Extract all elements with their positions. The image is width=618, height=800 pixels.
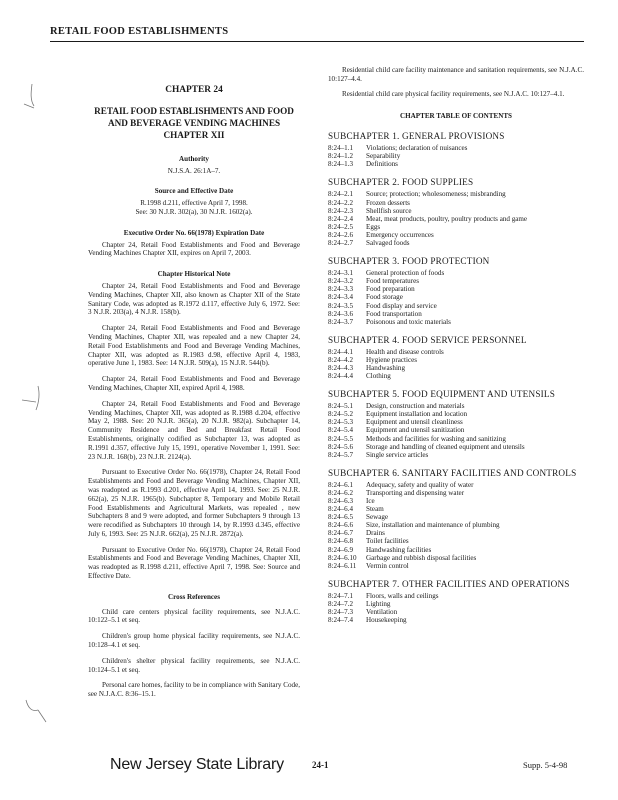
- section-title: Frozen desserts: [366, 198, 410, 207]
- toc-entry: [328, 592, 584, 600]
- toc-entry: [328, 451, 584, 459]
- crossref-paragraph: Children's group home physical facility requirements, see N.J.A.C. 10:128–4.1 et seq.: [88, 632, 300, 650]
- section-title: Emergency occurrences: [366, 230, 434, 239]
- margin-mark: [18, 384, 52, 414]
- section-number: 8:24–3.3: [328, 285, 354, 294]
- subchapter-heading: SUBCHAPTER 3. FOOD PROTECTION: [328, 256, 490, 267]
- section-title: Vermin control: [366, 561, 409, 570]
- section-title: Hygiene practices: [366, 355, 418, 364]
- section-number: 8:24–3.6: [328, 309, 354, 318]
- section-title: Single service articles: [366, 450, 429, 459]
- toc-entry: [328, 269, 584, 277]
- section-number: 8:24–1.2: [328, 152, 354, 161]
- toc-entry: [328, 310, 584, 318]
- chapter-label: CHAPTER 24: [165, 85, 223, 95]
- section-title: Ventilation: [366, 608, 398, 617]
- section-number: 8:24–4.4: [328, 372, 354, 381]
- crossref-paragraph: Personal care homes, facility to be in compliance with Sanitary Code, see N.J.A.C. 8:36–15.1.: [88, 681, 300, 699]
- toc-entry: [328, 529, 584, 537]
- section-number: 8:24–5.3: [328, 418, 354, 427]
- section-title: Garbage and rubbish disposal facilities: [366, 553, 477, 562]
- section-title: Poisonous and toxic materials: [366, 317, 451, 326]
- toc-entry: [328, 497, 584, 505]
- crossref-heading: Cross References: [168, 592, 220, 601]
- section-title: Methods and facilities for washing and sanitizing: [366, 434, 506, 443]
- section-number: 8:24–2.6: [328, 230, 354, 239]
- section-number: 8:24–6.3: [328, 497, 354, 505]
- section-title: Equipment installation and location: [366, 410, 468, 419]
- section-title: Adequacy, safety and quality of water: [366, 480, 474, 489]
- toc-entry: [328, 302, 584, 310]
- toc-entry: [328, 410, 584, 418]
- running-header: RETAIL FOOD ESTABLISHMENTS: [50, 26, 229, 37]
- section-title: Meat, meat products, poultry, poultry products and game: [366, 214, 528, 223]
- section-title: Food preparation: [366, 285, 415, 294]
- toc-entry: [328, 160, 584, 168]
- section-number: 8:24–6.8: [328, 537, 354, 546]
- section-number: 8:24–2.3: [328, 206, 354, 215]
- section-number: 8:24–2.5: [328, 222, 354, 231]
- toc-entry: [328, 239, 584, 247]
- chapter-title: RETAIL FOOD ESTABLISHMENTS AND FOOD AND BEVERAGE VENDING MACHINES CHAPTER XII: [94, 105, 294, 140]
- subchapter-section-list: [328, 348, 584, 380]
- section-number: 8:24–5.4: [328, 426, 354, 435]
- section-number: 8:24–6.1: [328, 480, 354, 489]
- section-title: Storage and handling of cleaned equipment and utensils: [366, 442, 525, 451]
- toc-entry: [328, 318, 584, 326]
- section-title: Food display and service: [366, 301, 437, 310]
- toc-entry: [328, 215, 584, 223]
- history-paragraph: Chapter 24, Retail Food Establishments and Food and Beverage Vending Machines, Chapter XII, was adopted as R.1988 d.204, effective May 2, 1988. See: 20 N.J.R. 365(a), 20 N.J.R. 982(a). Subchapter 14, Community Residence and Bed and Breakfast Retail Food Establishments, originally codified as Subchapter 13, was adopted as R.1991 d.357, effective July 15, 1991, operative November 1, 1991. See: 23 N.J.R. 168(b), 23 N.J.R. 2124(a).: [88, 399, 300, 461]
- supplement-date: Supp. 5-4-98: [523, 760, 568, 770]
- section-title: Food temperatures: [366, 277, 419, 286]
- section-title: Source; protection; wholesomeness; misbranding: [366, 190, 506, 199]
- section-number: 8:24–5.1: [328, 402, 354, 411]
- section-number: 8:24–5.2: [328, 410, 354, 419]
- section-title: Shellfish source: [366, 206, 412, 215]
- section-title: Sewage: [366, 513, 389, 522]
- section-number: 8:24–5.7: [328, 450, 354, 459]
- section-number: 8:24–5.6: [328, 442, 354, 451]
- history-heading: Chapter Historical Note: [157, 270, 231, 279]
- section-number: 8:24–6.9: [328, 545, 354, 554]
- toc-entry: [328, 402, 584, 410]
- section-number: 8:24–6.5: [328, 513, 354, 522]
- history-paragraph: Chapter 24, Retail Food Establishments and Food and Beverage Vending Machines, Chapter XII, was repealed and a new Chapter 24, Retail Food Establishments and Food and Beverage Vending Machines, Chapter XII, was adopted as R.1983 d.98, effective April 4, 1983, operative June 1, 1983. See: 14 N.J.R. 509(a), 15 N.J.R. 544(b).: [88, 324, 300, 368]
- section-title: Transporting and dispensing water: [366, 488, 465, 497]
- section-title: Housekeeping: [366, 616, 407, 625]
- section-number: 8:24–7.4: [328, 616, 354, 625]
- toc-entry: [328, 426, 584, 434]
- history-paragraph: Chapter 24, Retail Food Establishments and Food and Beverage Vending Machines, Chapter XII, expired April 4, 1988.: [88, 375, 300, 392]
- section-title: Separability: [366, 152, 401, 161]
- history-paragraph: Pursuant to Executive Order No. 66(1978), Chapter 24, Retail Food Establishments and Food and Beverage Vending Machines, Chapter XII, was readopted as R.1993 d.201, effective April 14, 1993. See: 25 N.J.R. 662(a), 25 N.J.R. 1965(b). Subchapter 8, Temporary and Mobile Retail Food Establishments and Agricultural Markets, was repealed , new Subchapters 8 and 9 were adopted, and former Subchapters 9 through 13 were recodified as Subchapters 10 through 14, by R.1993 d.345, effective July 6, 1993. See: 25 N.J.R. 662(a), 25 N.J.R. 2872(a).: [88, 468, 300, 538]
- section-number: 8:24–3.5: [328, 301, 354, 310]
- toc-heading: CHAPTER TABLE OF CONTENTS: [399, 112, 512, 121]
- section-title: Food storage: [366, 293, 403, 302]
- toc-entry: [328, 443, 584, 451]
- history-paragraph: Chapter 24, Retail Food Establishments and Food and Beverage Vending Machines, Chapter XII, also known as Chapter XII of the State Sanitary Code, was adopted as R.1972 d.117, effective July 6, 1972. See: 3 N.J.R. 203(a), 4 N.J.R. 158(b).: [88, 281, 300, 317]
- toc-entry: [328, 223, 584, 231]
- subchapter-section-list: [328, 190, 584, 247]
- toc-entry: [328, 435, 584, 443]
- toc-entry: [328, 348, 584, 356]
- authority-text: N.J.S.A. 26:1A–7.: [167, 166, 221, 175]
- subchapter-heading: SUBCHAPTER 2. FOOD SUPPLIES: [328, 177, 474, 188]
- toc-entry: [328, 293, 584, 301]
- section-number: 8:24–1.1: [328, 144, 354, 153]
- toc-entry: [328, 277, 584, 285]
- toc-entry: [328, 356, 584, 364]
- section-title: Equipment and utensil sanitization: [366, 426, 465, 435]
- section-title: Size, installation and maintenance of plumbing: [366, 521, 500, 530]
- section-title: Steam: [366, 505, 384, 514]
- toc-entry: [328, 207, 584, 215]
- section-number: 8:24–6.2: [328, 488, 354, 497]
- toc-entry: [328, 190, 584, 198]
- section-number: 8:24–7.2: [328, 599, 354, 608]
- toc-entry: [328, 562, 584, 570]
- section-number: 8:24–2.7: [328, 239, 354, 248]
- toc-entry: [328, 600, 584, 608]
- section-title: Handwashing: [366, 363, 406, 372]
- subchapter-heading: SUBCHAPTER 5. FOOD EQUIPMENT AND UTENSILS: [328, 389, 556, 400]
- subchapter-section-list: [328, 402, 584, 459]
- toc-entry: [328, 521, 584, 529]
- section-title: Lighting: [366, 599, 391, 608]
- section-title: Design, construction and materials: [366, 402, 465, 411]
- section-title: Violations; declaration of nuisances: [366, 144, 468, 153]
- toc-entry: [328, 554, 584, 562]
- toc-entry: [328, 481, 584, 489]
- section-number: 8:24–2.2: [328, 198, 354, 207]
- margin-mark: [18, 82, 52, 112]
- authority-heading: Authority: [179, 154, 209, 163]
- toc-entry: [328, 231, 584, 239]
- section-number: 8:24–6.4: [328, 505, 354, 514]
- subchapter-heading: SUBCHAPTER 1. GENERAL PROVISIONS: [328, 131, 505, 142]
- toc-entry: [328, 505, 584, 513]
- table-of-contents: [328, 131, 584, 624]
- source-heading: Source and Effective Date: [154, 187, 234, 196]
- subchapter-section-list: [328, 269, 584, 326]
- section-number: 8:24–3.1: [328, 269, 354, 278]
- toc-entry: [328, 513, 584, 521]
- subchapter-heading: SUBCHAPTER 7. OTHER FACILITIES AND OPERATIONS: [328, 578, 570, 589]
- source-line: R.1998 d.211, effective April 7, 1998.: [140, 199, 248, 208]
- section-title: Definitions: [366, 160, 398, 169]
- section-number: 8:24–3.4: [328, 293, 354, 302]
- section-number: 8:24–2.1: [328, 190, 354, 199]
- section-title: Clothing: [366, 372, 391, 381]
- toc-entry: [328, 418, 584, 426]
- section-number: 8:24–3.2: [328, 277, 354, 286]
- history-paragraph: Pursuant to Executive Order No. 66(1978), Chapter 24, Retail Food Establishments and Food and Beverage Vending Machines, Chapter XII, was readopted as R.1998 d.211, effective April 7, 1998. See: Source and Effective Date.: [88, 545, 300, 581]
- section-number: 8:24–6.6: [328, 521, 354, 530]
- section-number: 8:24–5.5: [328, 434, 354, 443]
- section-number: 8:24–6.10: [328, 553, 357, 562]
- toc-entry: [328, 285, 584, 293]
- subchapter-section-list: [328, 592, 584, 624]
- section-number: 8:24–2.4: [328, 214, 354, 223]
- toc-entry: [328, 616, 584, 624]
- section-number: 8:24–6.7: [328, 529, 354, 538]
- subchapter-heading: SUBCHAPTER 6. SANITARY FACILITIES AND CONTROLS: [328, 467, 577, 478]
- toc-entry: [328, 537, 584, 545]
- crossref-paragraph: Children's shelter physical facility requirements, see N.J.A.C. 10:124–5.1 et seq.: [88, 656, 300, 674]
- section-title: Health and disease controls: [366, 347, 444, 356]
- intro-paragraph: Residential child care physical facility requirements, see N.J.A.C. 10:127–4.1.: [342, 89, 565, 98]
- intro-paragraph: Residential child care facility maintenance and sanitation requirements, see N.J.A.C. 10:127–4.4.: [328, 66, 584, 83]
- section-number: 8:24–4.2: [328, 355, 354, 364]
- section-title: Food transportation: [366, 309, 422, 318]
- toc-entry: [328, 199, 584, 207]
- subchapter-heading: SUBCHAPTER 4. FOOD SERVICE PERSONNEL: [328, 334, 527, 345]
- library-name: New Jersey State Library: [110, 756, 284, 773]
- toc-entry: [328, 144, 584, 152]
- subchapter-section-list: [328, 481, 584, 570]
- source-line: See: 30 N.J.R. 302(a), 30 N.J.R. 1602(a).: [135, 207, 253, 216]
- section-number: 8:24–6.11: [328, 561, 357, 570]
- section-number: 8:24–4.3: [328, 363, 354, 372]
- exec-order-text: Chapter 24, Retail Food Establishments and Food and Beverage Vending Machines Chapter XII, expires on April 7, 2003.: [88, 240, 300, 258]
- header-rule: [50, 41, 584, 42]
- toc-entry: [328, 152, 584, 160]
- section-number: 8:24–7.1: [328, 591, 354, 600]
- section-title: General protection of foods: [366, 269, 445, 278]
- page-number: 24-1: [312, 760, 329, 770]
- section-number: 8:24–7.3: [328, 608, 354, 617]
- section-number: 8:24–1.3: [328, 160, 354, 169]
- toc-entry: [328, 489, 584, 497]
- subchapter-section-list: [328, 144, 584, 168]
- left-column: [88, 66, 300, 706]
- section-title: Eggs: [366, 222, 381, 231]
- section-title: Equipment and utensil cleanliness: [366, 418, 463, 427]
- section-title: Drains: [366, 529, 385, 538]
- exec-order-heading: Executive Order No. 66(1978) Expiration Date: [123, 228, 265, 237]
- section-title: Floors, walls and ceilings: [366, 591, 439, 600]
- crossref-paragraph: Child care centers physical facility requirements, see N.J.A.C. 10:122–5.1 et seq.: [88, 607, 300, 625]
- section-title: Toilet facilities: [366, 537, 409, 546]
- section-title: Ice: [366, 497, 375, 505]
- right-column: [328, 66, 584, 633]
- margin-mark: [18, 696, 52, 726]
- toc-entry: [328, 546, 584, 554]
- toc-entry: [328, 608, 584, 616]
- section-title: Handwashing facilities: [366, 545, 432, 554]
- toc-entry: [328, 364, 584, 372]
- section-number: 8:24–4.1: [328, 347, 354, 356]
- toc-entry: [328, 372, 584, 380]
- section-title: Salvaged foods: [366, 239, 410, 248]
- section-number: 8:24–3.7: [328, 317, 354, 326]
